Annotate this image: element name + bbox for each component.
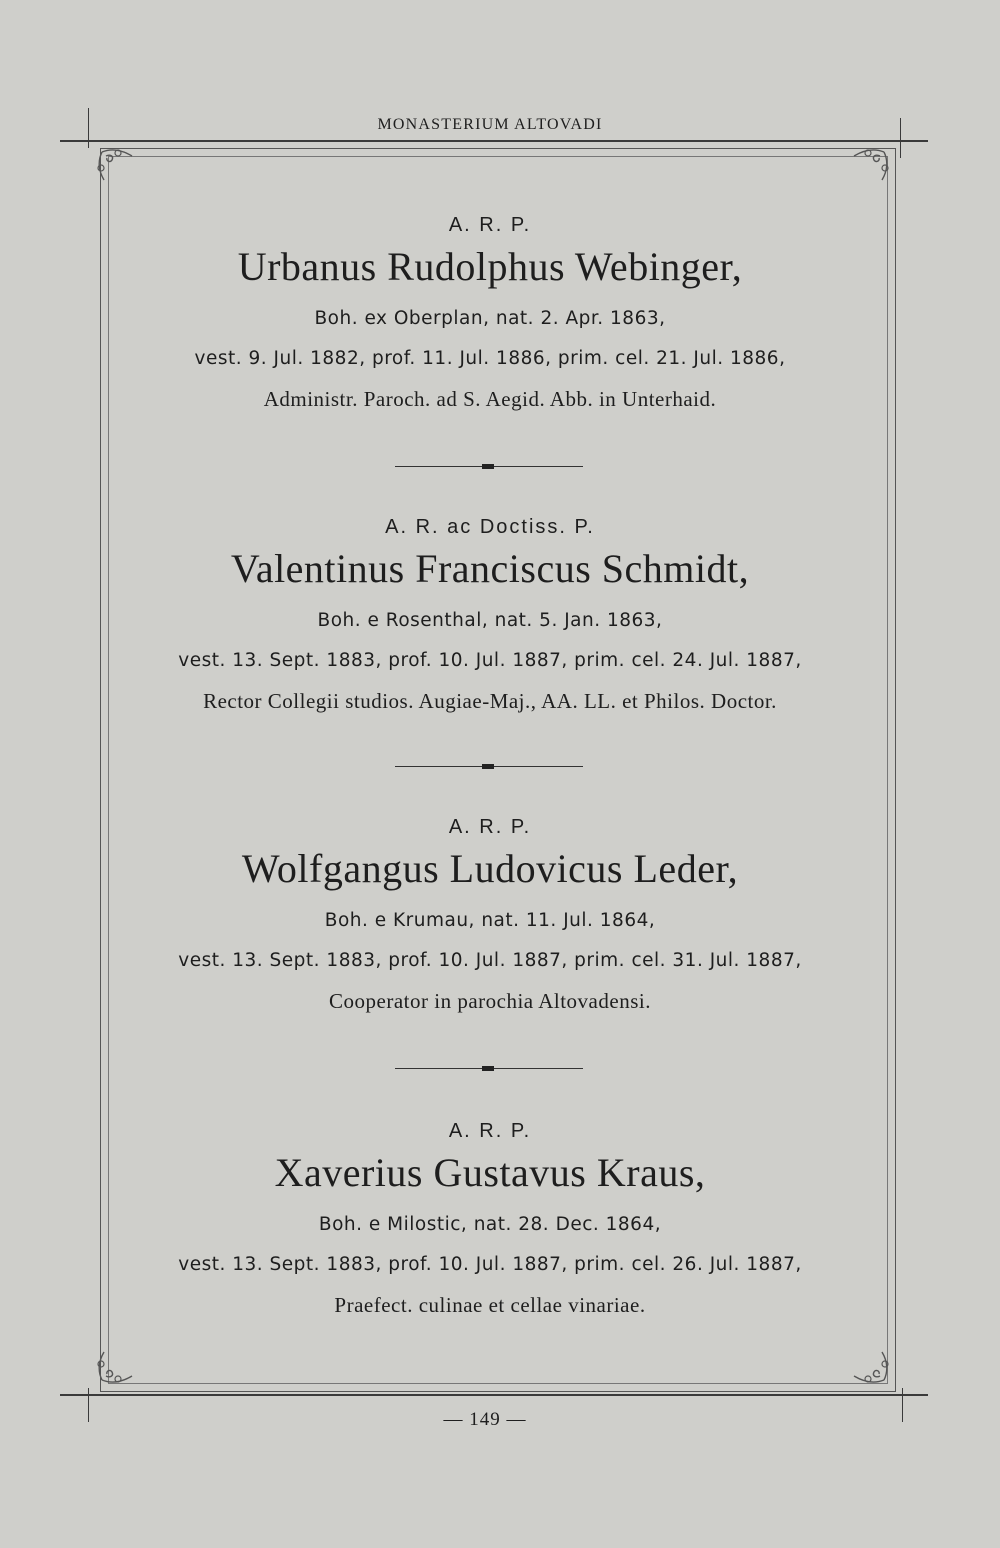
entry-schmidt	[110, 516, 870, 721]
entry-name: Urbanus Rudolphus Webinger,	[237, 244, 743, 289]
corner-ornament-bottom-left-icon	[92, 1346, 138, 1386]
corner-ornament-top-left-icon	[92, 146, 138, 186]
entry-office: Praefect. culinae et cellae vinariae.	[334, 1293, 646, 1317]
entry-title: A. R. P.	[448, 214, 532, 236]
section-separator	[395, 462, 583, 472]
entry-birth: Boh. e Milostic, nat. 28. Dec. 1864,	[318, 1214, 662, 1235]
entry-title: A. R. P.	[448, 816, 532, 838]
entry-title: A. R. P.	[448, 1120, 532, 1142]
section-separator	[395, 1064, 583, 1074]
top-rule	[60, 140, 928, 142]
bottom-rule	[60, 1394, 928, 1396]
section-separator	[395, 762, 583, 772]
entry-office: Cooperator in parochia Altovadensi.	[329, 989, 651, 1013]
entry-office: Administr. Paroch. ad S. Aegid. Abb. in Unterhaid.	[263, 387, 717, 411]
entry-name: Wolfgangus Ludovicus Leder,	[241, 846, 739, 891]
top-rule-tick-right	[900, 118, 901, 158]
entry-name: Valentinus Franciscus Schmidt,	[230, 546, 750, 591]
entry-leder	[110, 816, 870, 1021]
entry-dates: vest. 13. Sept. 1883, prof. 10. Jul. 1887, prim. cel. 24. Jul. 1887,	[178, 650, 802, 671]
entry-name: Xaverius Gustavus Kraus,	[274, 1150, 706, 1195]
entry-webinger	[110, 214, 870, 419]
entry-birth: Boh. e Rosenthal, nat. 5. Jan. 1863,	[317, 610, 663, 631]
entry-title: A. R. ac Doctiss. P.	[385, 516, 595, 538]
page-number: — 149 —	[443, 1409, 527, 1430]
corner-ornament-bottom-right-icon	[848, 1346, 894, 1386]
entry-dates: vest. 9. Jul. 1882, prof. 11. Jul. 1886, prim. cel. 21. Jul. 1886,	[194, 348, 786, 369]
running-head: MONASTERIUM ALTOVADI	[377, 116, 603, 133]
corner-ornament-top-right-icon	[848, 146, 894, 186]
entry-birth: Boh. e Krumau, nat. 11. Jul. 1864,	[324, 910, 656, 931]
entry-office: Rector Collegii studios. Augiae-Maj., AA. LL. et Philos. Doctor.	[203, 689, 777, 713]
top-rule-tick-left	[88, 108, 89, 148]
entry-birth: Boh. ex Oberplan, nat. 2. Apr. 1863,	[314, 308, 666, 329]
entry-kraus	[110, 1120, 870, 1325]
entry-dates: vest. 13. Sept. 1883, prof. 10. Jul. 1887, prim. cel. 31. Jul. 1887,	[178, 950, 802, 971]
entry-dates: vest. 13. Sept. 1883, prof. 10. Jul. 1887, prim. cel. 26. Jul. 1887,	[178, 1254, 802, 1275]
